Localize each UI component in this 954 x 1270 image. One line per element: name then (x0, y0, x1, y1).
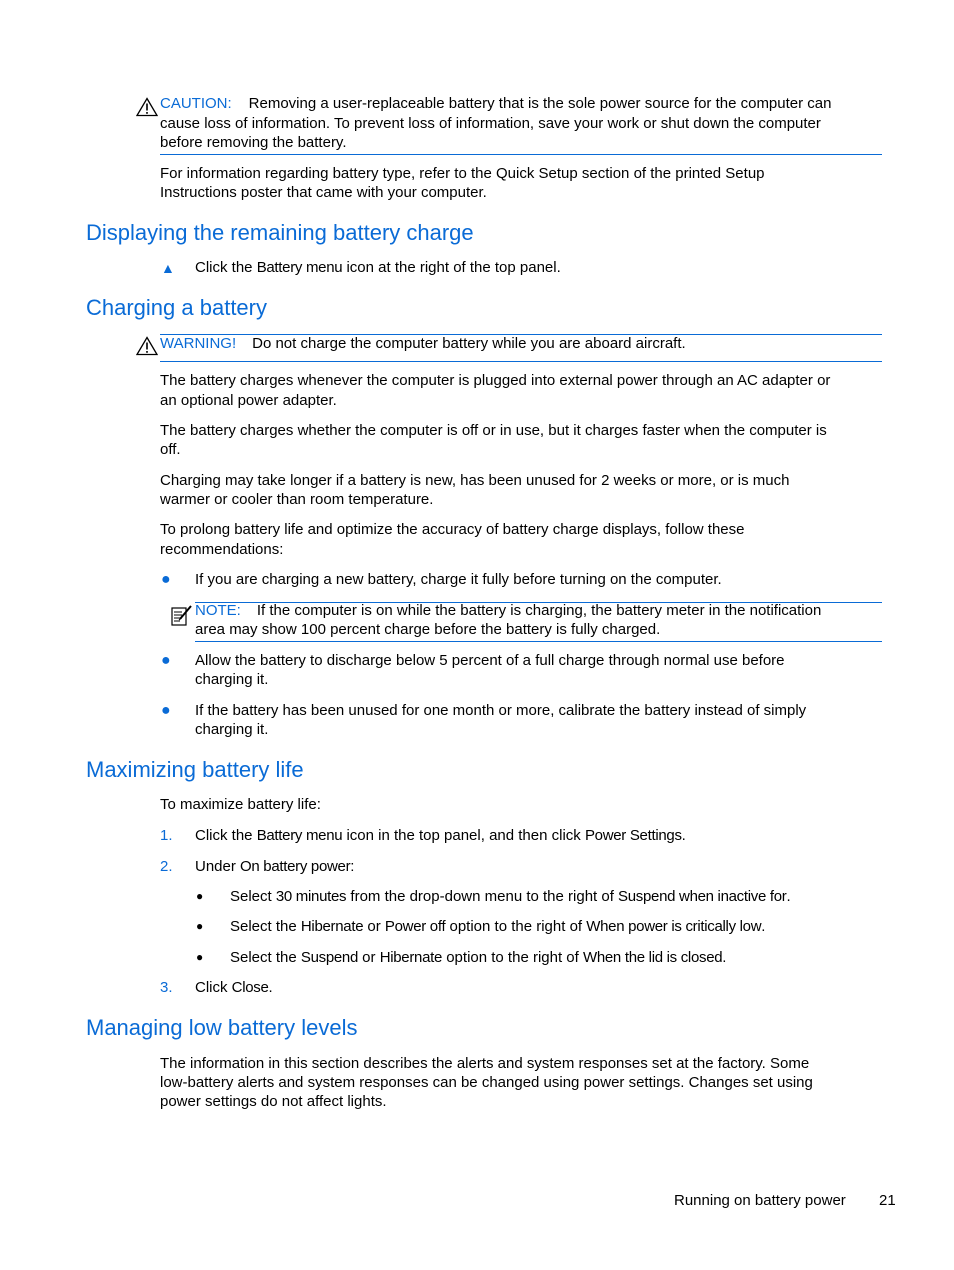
max-sub-1 (230, 887, 880, 907)
max-sub-2 (230, 917, 880, 937)
page-number: 21 (879, 1192, 896, 1209)
charging-p4-l2: recommendations: (160, 541, 284, 558)
max-step-2-a: Under (195, 858, 241, 875)
warning-triangle-icon (136, 336, 158, 356)
dot-bullet-icon: ● (196, 950, 204, 964)
display-step-post: icon at the right of the top panel. (342, 259, 561, 276)
charging-p3-l1: Charging may take longer if a battery is new, has been unused for 2 weeks or more, or is much (160, 472, 790, 489)
max-sub-3 (230, 948, 880, 968)
warning-text: Do not charge the computer battery while you are aboard aircraft. (252, 335, 686, 352)
max-step-3-b: Close (231, 979, 269, 996)
charging-p1-l2: an optional power adapter. (160, 392, 337, 409)
step-number-3: 3. (160, 979, 173, 996)
caution-line-1 (160, 94, 831, 114)
charging-bullet-3-l2: charging it. (195, 721, 269, 738)
max-sub-3-a: Select the (230, 949, 301, 966)
max-intro: To maximize battery life: (160, 796, 321, 813)
dot-bullet-icon: ● (161, 652, 171, 669)
max-sub-3-f: When the lid is closed (582, 949, 723, 966)
step-number-2: 2. (160, 858, 173, 875)
max-step-2-b: On battery power: (240, 858, 355, 875)
max-sub-2-g: . (761, 918, 766, 935)
warning-line (160, 334, 686, 354)
triangle-bullet-icon: ▲ (161, 260, 175, 276)
heading-charging: Charging a battery (86, 295, 267, 320)
max-sub-2-c: or (363, 918, 385, 935)
max-step-3-a: Click (195, 979, 232, 996)
note-text-1: If the computer is on while the battery is charging, the battery meter in the notification (256, 602, 822, 619)
heading-maximizing: Maximizing battery life (86, 757, 304, 782)
max-sub-1-b: 30 minutes (275, 888, 347, 905)
warning-label: WARNING! (160, 335, 237, 352)
max-sub-1-a: Select (230, 888, 276, 905)
dot-bullet-icon: ● (161, 702, 171, 719)
display-step-ui: Battery menu (256, 259, 343, 276)
note-pencil-icon (170, 603, 194, 627)
charging-bullet-2-l2: charging it. (195, 671, 269, 688)
max-sub-3-g: . (722, 949, 727, 966)
max-step-1-e: . (681, 827, 686, 844)
charging-bullet-2-l1: Allow the battery to discharge below 5 percent of a full charge through normal use before (195, 652, 785, 669)
max-sub-2-b: Hibernate (300, 918, 364, 935)
max-step-3-c: . (268, 979, 273, 996)
low-line-3: power settings do not affect lights. (160, 1093, 387, 1110)
caution-bottom-rule (160, 154, 882, 155)
footer-title: Running on battery power (674, 1192, 846, 1209)
heading-managing: Managing low battery levels (86, 1015, 358, 1040)
max-step-3 (195, 978, 885, 998)
display-step (195, 258, 885, 278)
caution-line-2: cause loss of information. To prevent loss of information, save your work or shut down the computer (160, 115, 821, 132)
warning-bottom-rule (160, 361, 882, 362)
max-sub-3-b: Suspend (300, 949, 359, 966)
intro-line-1: For information regarding battery type, refer to the Quick Setup section of the printed Setup (160, 165, 765, 182)
low-line-1: The information in this section describes the alerts and system responses set at the factory. Some (160, 1055, 810, 1072)
note-line-1 (195, 601, 821, 621)
caution-triangle-icon (136, 97, 158, 117)
max-sub-1-c: from the drop-down menu to the right of (346, 888, 619, 905)
charging-p4-l1: To prolong battery life and optimize the accuracy of battery charge displays, follow these (160, 521, 745, 538)
note-label: NOTE: (195, 602, 241, 619)
caution-text-1: Removing a user-replaceable battery that is the sole power source for the computer can (248, 95, 832, 112)
max-sub-2-e: option to the right of (445, 918, 587, 935)
dot-bullet-icon: ● (196, 919, 204, 933)
note-line-2: area may show 100 percent charge before the battery is fully charged. (195, 621, 661, 638)
dot-bullet-icon: ● (196, 889, 204, 903)
max-step-1-d: Power Settings (584, 827, 682, 844)
max-step-1-b: Battery menu (256, 827, 343, 844)
caution-line-3: before removing the battery. (160, 134, 347, 151)
charging-p2-l1: The battery charges whether the computer is off or in use, but it charges faster when the computer is (160, 422, 827, 439)
dot-bullet-icon: ● (161, 571, 171, 588)
max-sub-1-d: Suspend when inactive for (618, 888, 787, 905)
low-line-2: low-battery alerts and system responses can be changed using power settings. Changes set using (160, 1074, 813, 1091)
caution-label: CAUTION: (160, 95, 232, 112)
step-number-1: 1. (160, 827, 173, 844)
max-sub-3-d: Hibernate (379, 949, 443, 966)
max-sub-3-c: or (358, 949, 380, 966)
max-sub-2-f: When power is critically low (586, 918, 762, 935)
charging-bullet-3-l1: If the battery has been unused for one month or more, calibrate the battery instead of simply (195, 702, 807, 719)
charging-p3-l2: warmer or cooler than room temperature. (160, 491, 434, 508)
max-sub-3-e: option to the right of (442, 949, 583, 966)
note-bottom-rule (195, 641, 882, 642)
charging-p1-l1: The battery charges whenever the computer is plugged into external power through an AC adapter or (160, 372, 831, 389)
charging-p2-l2: off. (160, 441, 181, 458)
max-step-1-a: Click the (195, 827, 257, 844)
max-sub-2-d: Power off (384, 918, 446, 935)
charging-bullet-1: If you are charging a new battery, charge it fully before turning on the computer. (195, 571, 722, 588)
max-step-1 (195, 826, 885, 846)
display-step-pre: Click the (195, 259, 257, 276)
max-sub-2-a: Select the (230, 918, 301, 935)
max-sub-1-e: . (786, 888, 791, 905)
max-step-1-c: icon in the top panel, and then click (342, 827, 585, 844)
intro-line-2: Instructions poster that came with your computer. (160, 184, 487, 201)
heading-displaying: Displaying the remaining battery charge (86, 220, 474, 245)
max-step-2 (195, 857, 885, 877)
